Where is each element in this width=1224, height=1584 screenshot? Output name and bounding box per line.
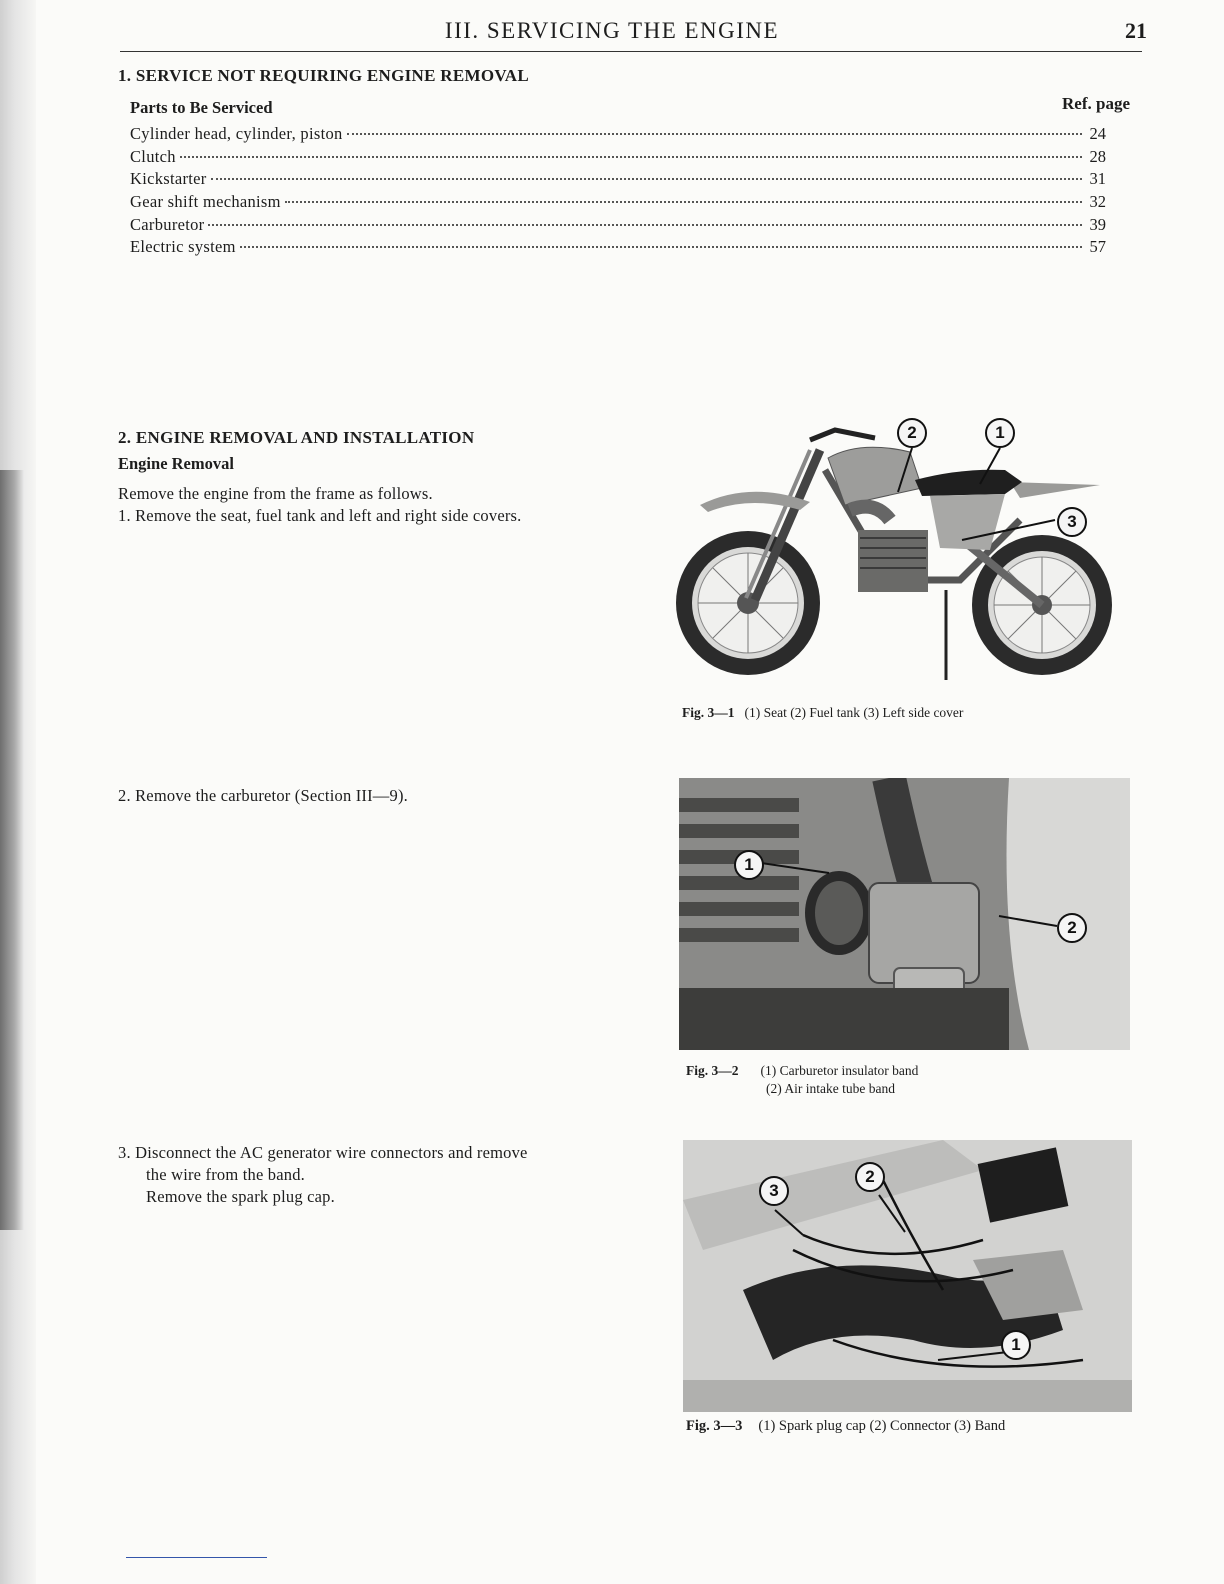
fig-3-2-carburetor-photo	[679, 778, 1130, 1050]
part-label: Electric system	[130, 237, 236, 257]
leader-dots	[208, 224, 1082, 226]
ref-page: 24	[1089, 124, 1106, 143]
fig-3-3-caption-text: (1) Spark plug cap (2) Connector (3) Band	[758, 1418, 1006, 1434]
leader-dots	[240, 246, 1082, 248]
table-row	[130, 192, 1106, 215]
ref-page: 28	[1089, 146, 1106, 166]
fig-3-1-motorcycle-photo	[660, 410, 1120, 698]
page-header-title: III. SERVICING THE ENGINE	[444, 18, 780, 43]
fig3-callout-3: 3	[759, 1176, 789, 1206]
fig2-callout-1: 1	[734, 850, 764, 880]
fig1-callout-1: 1	[985, 418, 1015, 448]
ref-page-heading: Ref. page	[1062, 94, 1130, 113]
parts-heading: Parts to Be Serviced	[130, 98, 273, 117]
section2-title: 2. ENGINE REMOVAL AND INSTALLATION	[118, 428, 475, 447]
ref-page: 32	[1089, 192, 1106, 212]
leader-dots	[211, 178, 1082, 180]
step1-text	[118, 483, 522, 527]
section2-subtitle: Engine Removal	[118, 454, 234, 473]
fig-3-1-caption	[682, 705, 963, 721]
service-parts-table	[130, 94, 1130, 260]
page-binding-dark-edge	[0, 470, 24, 1230]
leader-dots	[180, 156, 1082, 158]
fig1-callout-3: 3	[1057, 507, 1087, 537]
part-label: Gear shift mechanism	[130, 192, 281, 212]
leader-dots	[347, 133, 1082, 135]
wiring-illustration	[683, 1140, 1132, 1412]
motorcycle-illustration	[660, 410, 1120, 698]
step3-line2: the wire from the band.	[146, 1165, 306, 1184]
ref-page: 31	[1089, 169, 1106, 189]
table-row	[130, 147, 1106, 170]
intro-line: Remove the engine from the frame as follows.	[118, 484, 433, 503]
part-label: Clutch	[130, 146, 176, 166]
fig-3-3-number: Fig. 3—3	[686, 1418, 743, 1434]
fig-3-3-caption	[686, 1418, 1005, 1435]
part-label: Carburetor	[130, 214, 205, 234]
fig3-callout-1: 1	[1001, 1330, 1031, 1360]
step3-line3: Remove the spark plug cap.	[146, 1187, 335, 1206]
leader-dots	[285, 201, 1082, 203]
part-label: Kickstarter	[130, 169, 207, 189]
fig-3-3-wiring-photo	[683, 1140, 1132, 1412]
fig-3-2-caption-line1: (1) Carburetor insulator band	[760, 1063, 919, 1078]
ref-page: 57	[1089, 237, 1106, 257]
step3-text	[118, 1142, 528, 1208]
fig-3-1-caption-text: (1) Seat (2) Fuel tank (3) Left side cover	[744, 705, 964, 720]
part-label: Cylinder head, cylinder, piston	[130, 124, 343, 143]
step1-line: 1. Remove the seat, fuel tank and left and right side covers.	[118, 506, 522, 525]
header-rule	[120, 51, 1142, 52]
table-row	[130, 169, 1106, 192]
fig-3-2-caption	[686, 1062, 918, 1098]
table-row	[130, 124, 1106, 147]
page-number: 21	[1125, 18, 1147, 43]
carburetor-illustration	[679, 778, 1130, 1050]
fig3-callout-2: 2	[855, 1162, 885, 1192]
table-row	[130, 215, 1106, 238]
fig-3-2-caption-line2: (2) Air intake tube band	[766, 1081, 895, 1096]
ref-page: 39	[1089, 214, 1106, 234]
step2-line: 2. Remove the carburetor (Section III—9).	[118, 786, 408, 805]
fig-3-1-number: Fig. 3—1	[682, 705, 735, 720]
table-row	[130, 237, 1106, 260]
section1-title: 1. SERVICE NOT REQUIRING ENGINE REMOVAL	[118, 66, 529, 85]
fig-3-2-number: Fig. 3—2	[686, 1063, 739, 1078]
service-parts-table-header	[130, 94, 1130, 124]
step2-text	[118, 785, 408, 807]
step3-line1: 3. Disconnect the AC generator wire connectors and remove	[118, 1143, 528, 1162]
fig2-callout-2: 2	[1057, 913, 1087, 943]
footnote-rule	[126, 1557, 267, 1558]
fig1-callout-2: 2	[897, 418, 927, 448]
